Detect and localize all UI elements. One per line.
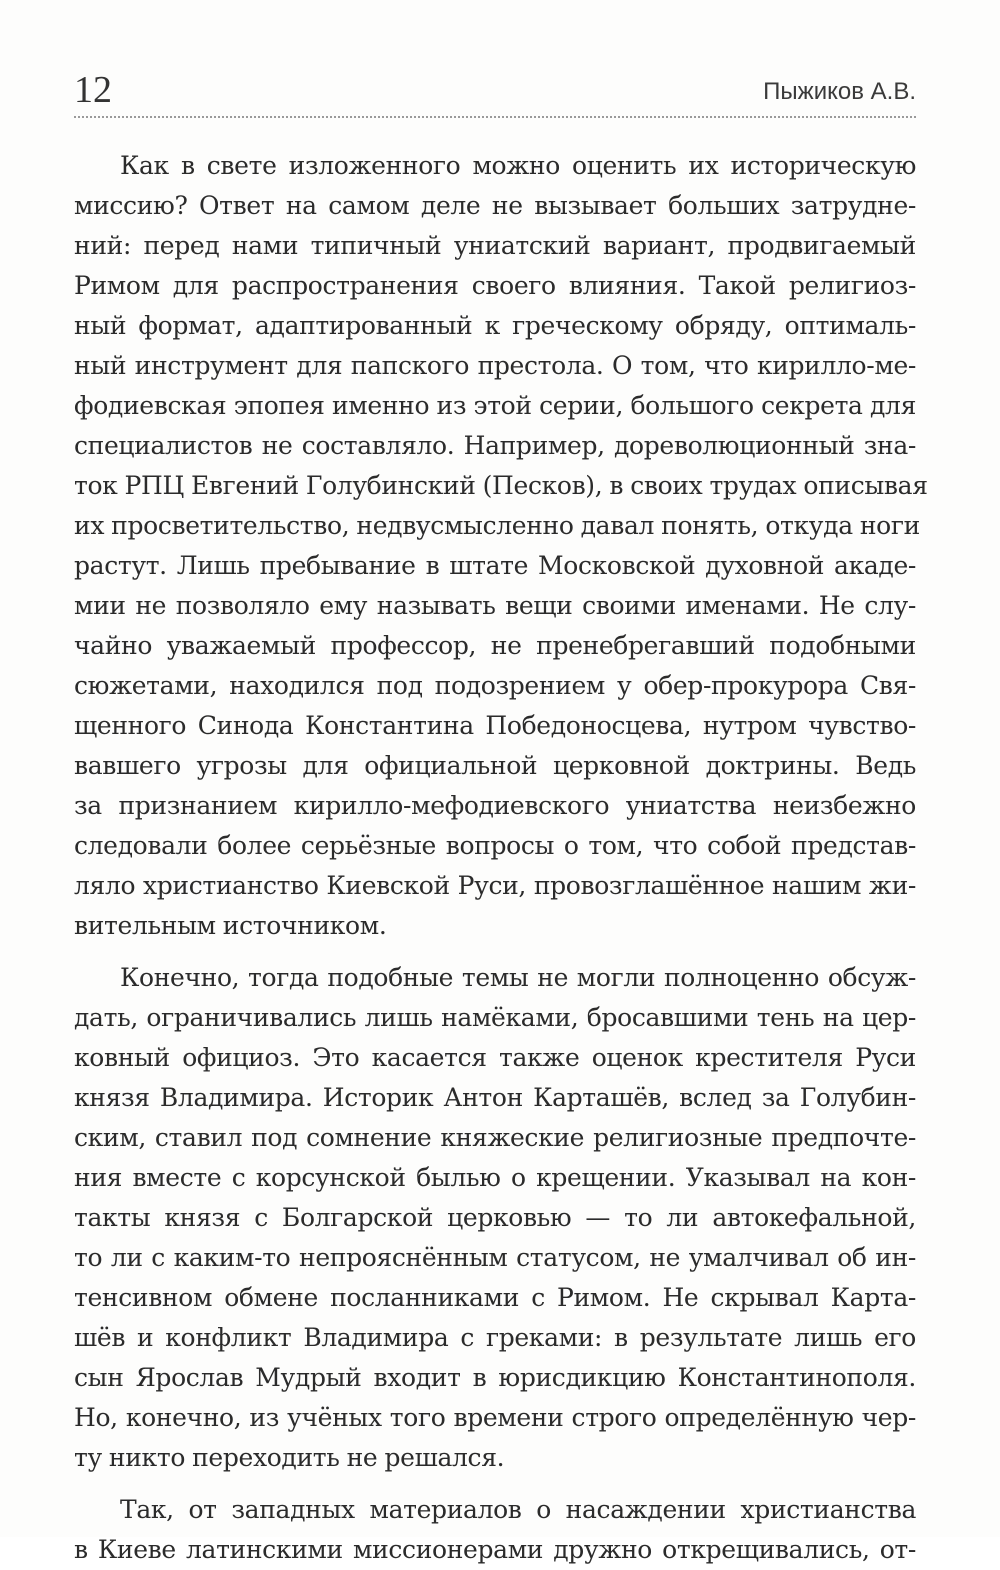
- text-line: сюжетами, находился под подозрением у обер-прокурора Свя-: [74, 671, 916, 700]
- text-line: в Киеве латинскими миссионерами дружно открещивались, от-: [74, 1535, 916, 1564]
- text-line: ний: перед нами типичный униатский вариант, продвигаемый: [74, 231, 916, 260]
- text-line: миссию? Ответ на самом деле не вызывает больших затрудне-: [74, 191, 916, 220]
- text-line: дать, ограничивались лишь намёками, бросавшими тень на цер-: [74, 1003, 916, 1032]
- paragraph-3: [74, 1490, 916, 1570]
- text-line: ляло христианство Киевской Руси, провозглашённое нашим жи-: [74, 871, 916, 900]
- text-line: такты князя с Болгарской церковью — то ли автокефальной,: [74, 1203, 916, 1232]
- text-line: следовали более серьёзные вопросы о том, что собой представ-: [74, 831, 916, 860]
- text-line: тенсивном обмене посланниками с Римом. Не скрывал Карта-: [74, 1283, 916, 1312]
- text-line: Конечно, тогда подобные темы не могли полноценно обсуж-: [120, 963, 916, 992]
- text-line: ским, ставил под сомнение княжеские религиозные предпочте-: [74, 1123, 916, 1152]
- text-line: Но, конечно, из учёных того времени строго определённую чер-: [74, 1403, 916, 1432]
- text-line: ту никто переходить не решался.: [74, 1443, 505, 1472]
- text-line: мии не позволяло ему называть вещи своими именами. Не слу-: [74, 591, 916, 620]
- text-line: за признанием кирилло-мефодиевского униатства неизбежно: [74, 791, 916, 820]
- text-line: чайно уважаемый профессор, не пренебрегавший подобными: [74, 631, 916, 660]
- text-line: ковный официоз. Это касается также оценок крестителя Руси: [74, 1043, 916, 1072]
- text-line: сын Ярослав Мудрый входит в юрисдикцию Константинополя.: [74, 1363, 916, 1392]
- text-line: ния вместе с корсунской былью о крещении. Указывал на кон-: [74, 1163, 916, 1192]
- body-text: [74, 146, 928, 1570]
- text-line: Как в свете изложенного можно оценить их историческую: [120, 151, 916, 180]
- text-line: специалистов не составляло. Например, дореволюционный зна-: [74, 431, 916, 460]
- text-line: князя Владимира. Историк Антон Карташёв, вслед за Голубин-: [74, 1083, 916, 1112]
- text-line: вавшего угрозы для официальной церковной доктрины. Ведь: [74, 751, 916, 780]
- text-line: Римом для распространения своего влияния. Такой религиоз-: [74, 271, 916, 300]
- text-line: Так, от западных материалов о насаждении христианства: [120, 1495, 916, 1524]
- running-author: Пыжиков А.В.: [763, 78, 916, 105]
- text-line: щенного Синода Константина Победоносцева, нутром чувство-: [74, 711, 916, 740]
- page-number: 12: [74, 69, 112, 111]
- text-line: шёв и конфликт Владимира с греками: в результате лишь его: [74, 1323, 916, 1352]
- text-line: фодиевская эпопея именно из этой серии, большого секрета для: [74, 391, 916, 420]
- text-line: вительным источником.: [74, 911, 387, 940]
- text-line: ток РПЦ Евгений Голубинский (Песков), в своих трудах описывая: [74, 471, 928, 500]
- text-line: ный инструмент для папского престола. О том, что кирилло-ме-: [74, 351, 916, 380]
- text-line: то ли с каким-то непрояснённым статусом, не умалчивал об ин-: [74, 1243, 916, 1272]
- paragraph-2: [74, 958, 916, 1478]
- paragraph-1: [74, 146, 928, 946]
- running-header: [74, 66, 916, 118]
- text-line: ный формат, адаптированный к греческому обряду, оптималь-: [74, 311, 916, 340]
- text-line: растут. Лишь пребывание в штате Московской духовной акаде-: [74, 551, 916, 580]
- text-line: их просветительство, недвусмысленно давал понять, откуда ноги: [74, 511, 920, 540]
